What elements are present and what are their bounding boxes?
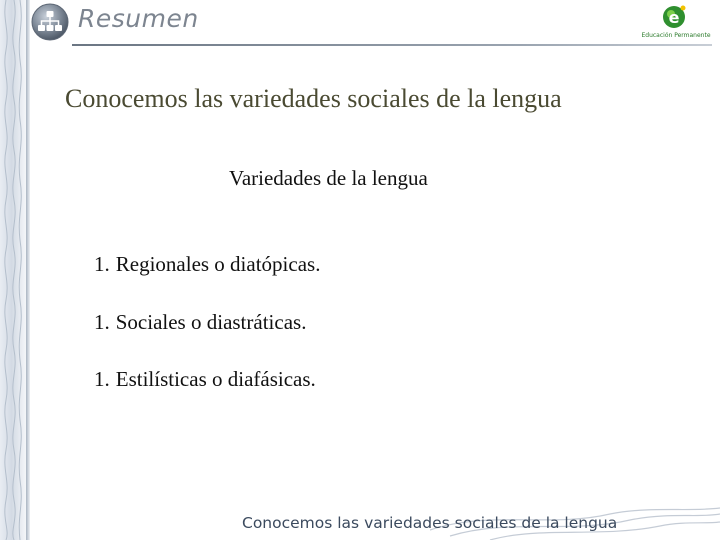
list-item-text: Estilísticas o diafásicas.: [115, 367, 316, 391]
logo-text: Educación Permanente: [641, 32, 711, 39]
list-item-text: Regionales o diatópicas.: [115, 252, 321, 276]
footer-title: Conocemos las variedades sociales de la lengua: [242, 514, 618, 532]
list-item-number: 1.: [94, 252, 110, 276]
list-item: [94, 252, 320, 277]
decorative-left-band: [0, 0, 27, 540]
left-band-edge: [26, 0, 30, 540]
list-item-number: 1.: [94, 367, 110, 391]
list-item-number: 1.: [94, 310, 110, 334]
section-heading: Variedades de la lengua: [229, 166, 428, 190]
list-item-text: Sociales o diastráticas.: [115, 310, 307, 334]
list-item: [94, 367, 316, 392]
slide-title: Conocemos las variedades sociales de la lengua: [65, 84, 562, 113]
list-item: [94, 310, 306, 335]
header-divider: [72, 44, 712, 46]
svg-text:e: e: [668, 8, 680, 27]
sitemap-icon: [30, 2, 70, 42]
header-title: Resumen: [78, 4, 199, 33]
